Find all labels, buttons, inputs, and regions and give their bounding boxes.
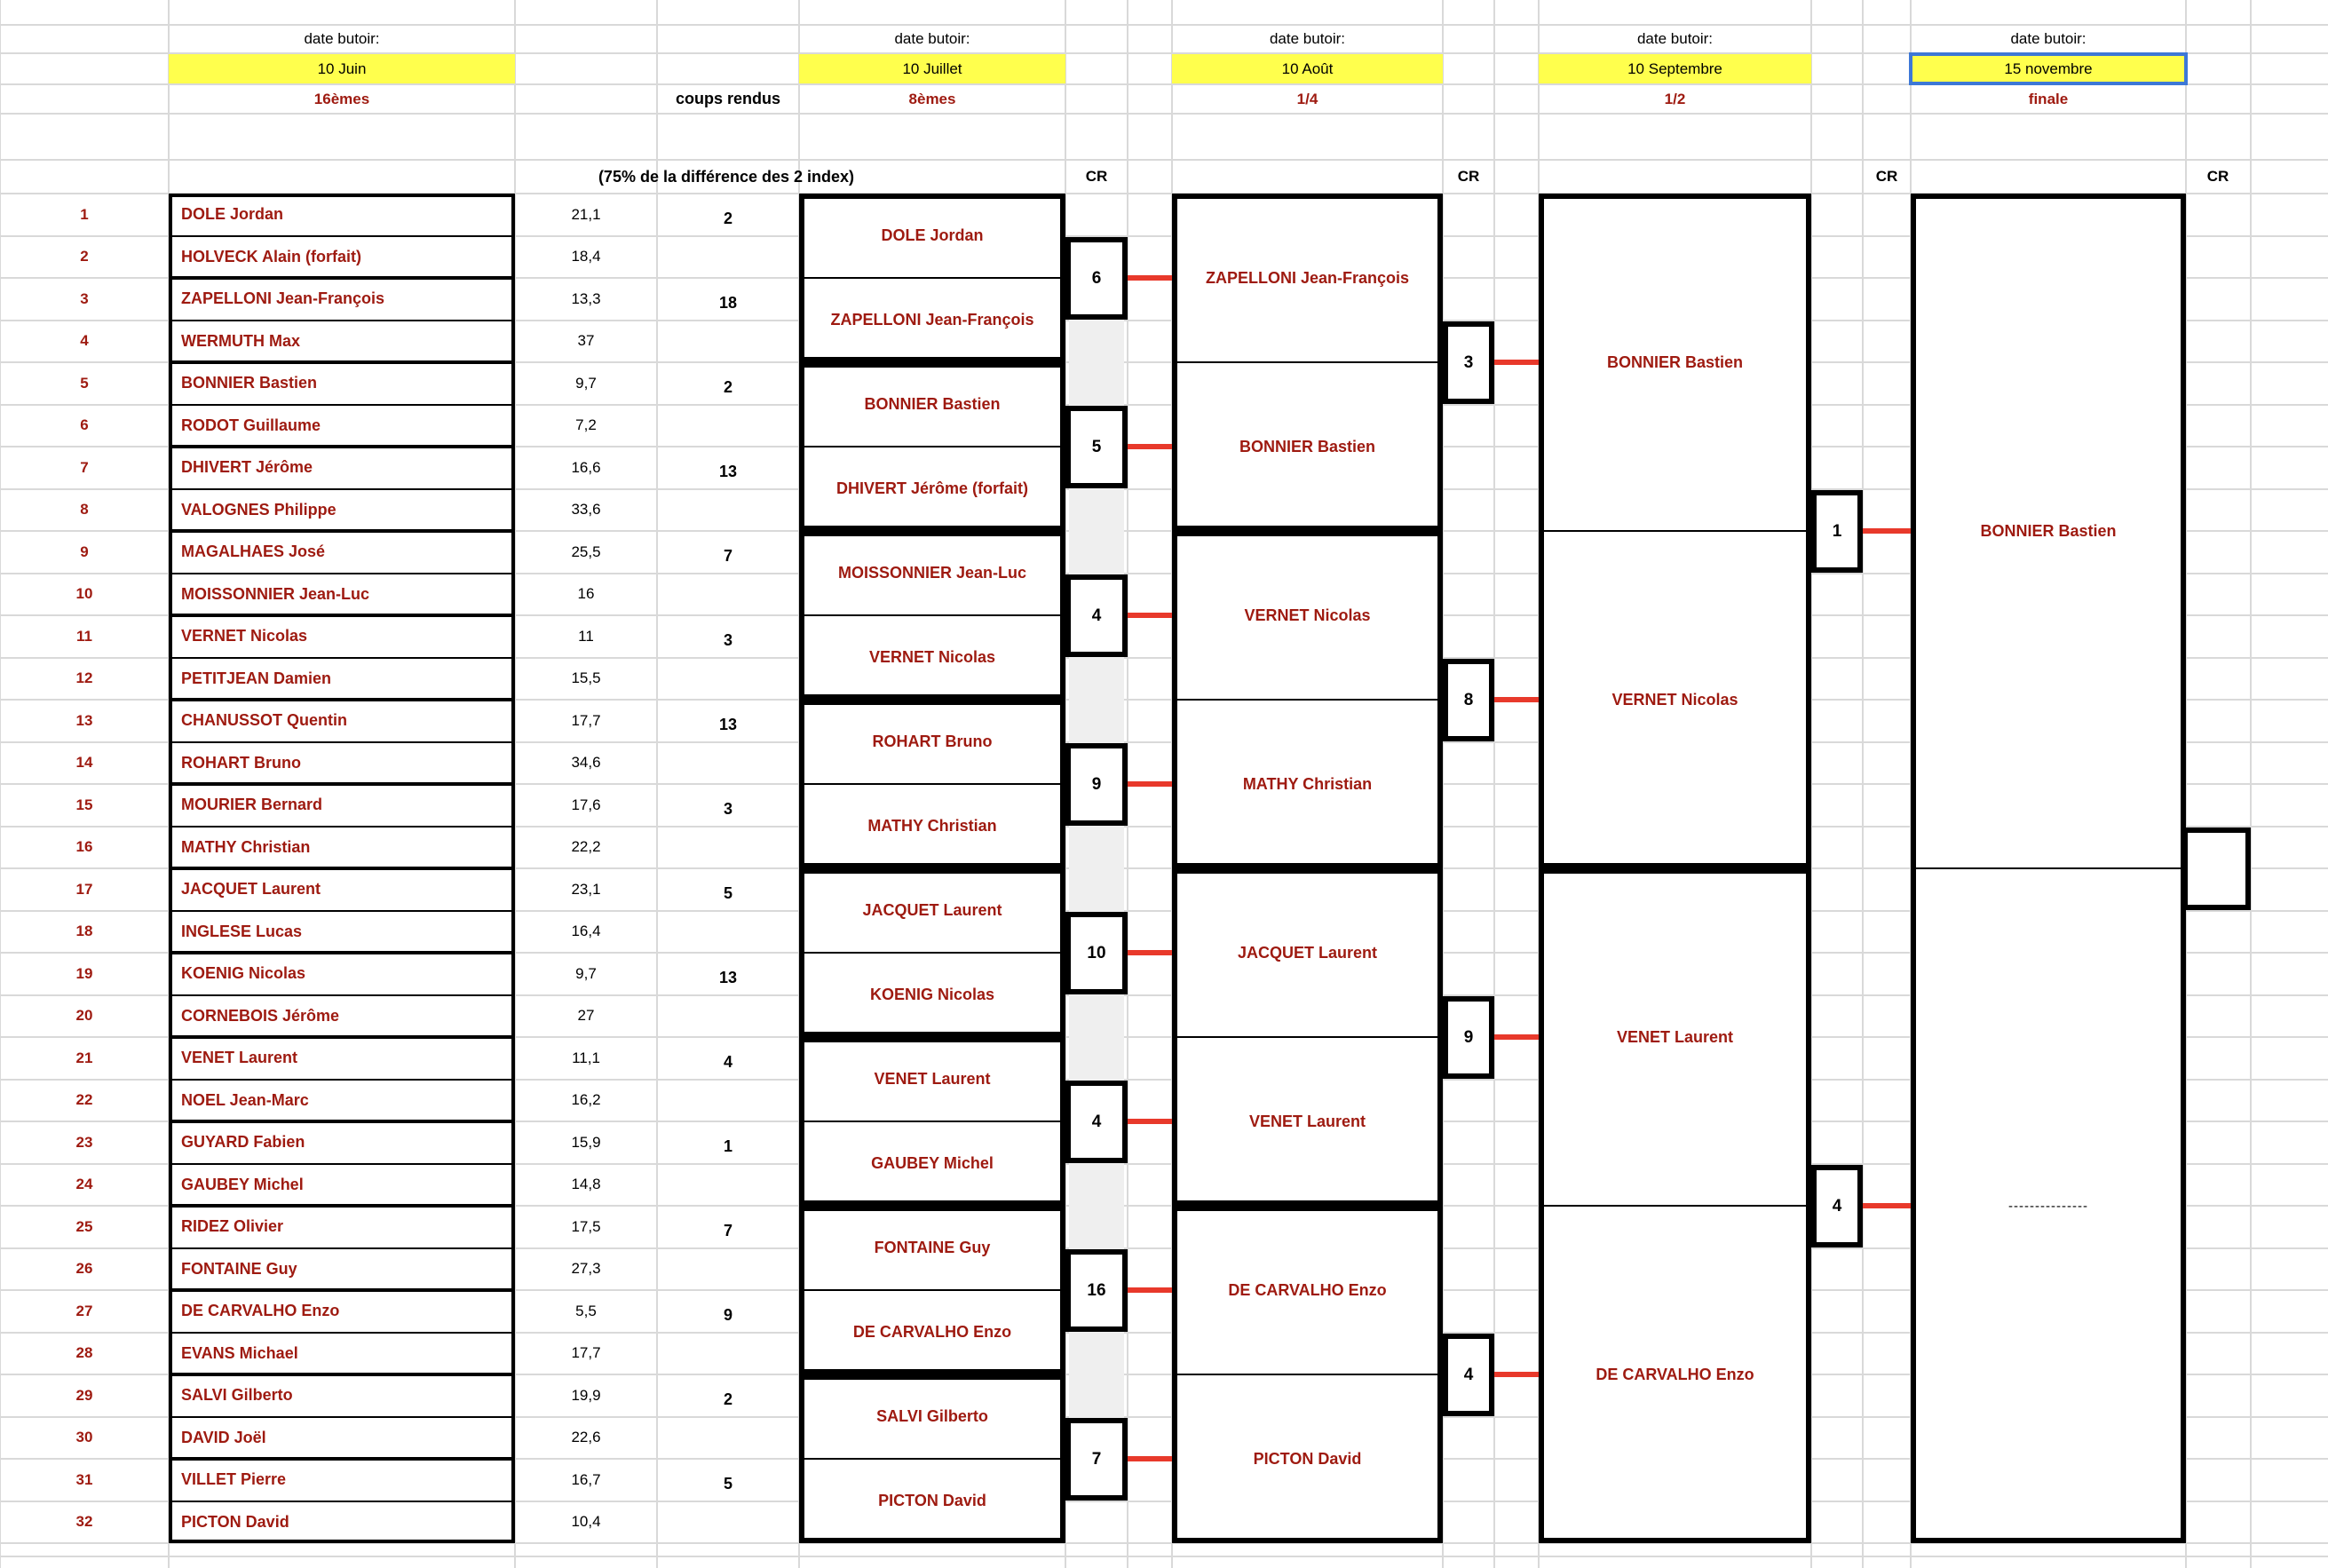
coups-rendus-value[interactable]: 18: [718, 294, 738, 313]
player-row-number[interactable]: 11: [76, 627, 92, 645]
coups-rendus-value[interactable]: 2: [723, 210, 732, 228]
player-index[interactable]: 17,6: [571, 796, 601, 813]
coups-rendus-value[interactable]: 13: [718, 969, 738, 987]
r16-player-name[interactable]: FONTAINE Guy: [874, 1239, 991, 1256]
cr-header: CR: [1085, 168, 1108, 185]
player-name[interactable]: JACQUET Laurent: [181, 880, 321, 899]
player-index[interactable]: 25,5: [571, 542, 601, 560]
player-row-number[interactable]: 7: [80, 458, 89, 476]
r16-player-name[interactable]: DOLE Jordan: [881, 226, 984, 244]
player-index[interactable]: 22,6: [571, 1429, 601, 1446]
player-index[interactable]: 27: [577, 1007, 595, 1025]
connector-line: [1863, 528, 1911, 534]
player-name[interactable]: VENET Laurent: [181, 1049, 298, 1067]
player-index[interactable]: 33,6: [571, 501, 601, 519]
player-row-number[interactable]: 16: [75, 838, 93, 856]
deadline-label: date butoir:: [304, 30, 380, 47]
connector-line: [1128, 1287, 1172, 1293]
champion-cr-box[interactable]: [2182, 828, 2251, 910]
player-name[interactable]: VERNET Nicolas: [181, 627, 308, 645]
player-row-number[interactable]: 5: [80, 374, 89, 392]
player-row-number[interactable]: 6: [80, 416, 89, 434]
final-winner-name[interactable]: BONNIER Bastien: [1980, 521, 2117, 540]
semi-player-name[interactable]: VERNET Nicolas: [1611, 690, 1738, 709]
round-label: 1/2: [1664, 90, 1686, 107]
quarter-player-name[interactable]: BONNIER Bastien: [1239, 437, 1376, 455]
connector-line: [1494, 697, 1539, 702]
player-row-number[interactable]: 32: [75, 1513, 93, 1531]
connector-line: [1863, 1203, 1911, 1208]
r16-cr-box[interactable]: 9: [1065, 743, 1128, 826]
connector-line: [1128, 444, 1172, 449]
coups-rendus-value[interactable]: 7: [723, 1222, 732, 1240]
player-index[interactable]: 15,9: [571, 1133, 601, 1151]
player-index[interactable]: 15,5: [571, 669, 601, 687]
r16-player-name[interactable]: ROHART Bruno: [872, 733, 993, 750]
connector-line: [1128, 950, 1172, 955]
round-label: 1/4: [1296, 90, 1318, 107]
r16-cr-box[interactable]: 7: [1065, 1418, 1128, 1501]
player-index[interactable]: 37: [577, 332, 595, 350]
player-name[interactable]: WERMUTH Max: [181, 331, 300, 350]
deadline-label: date butoir:: [1269, 30, 1346, 47]
r16-cr-box[interactable]: 5: [1065, 406, 1128, 488]
player-index[interactable]: 27,3: [571, 1260, 601, 1278]
deadline-date-cell[interactable]: 10 Juillet: [799, 54, 1065, 83]
semi-player-name[interactable]: BONNIER Bastien: [1606, 352, 1744, 371]
connector-line: [1128, 275, 1172, 281]
quarter-cr-box[interactable]: 8: [1443, 659, 1494, 741]
r16-player-name[interactable]: PICTON David: [878, 1492, 986, 1509]
player-name[interactable]: DHIVERT Jérôme: [181, 458, 313, 477]
player-row-number[interactable]: 23: [75, 1133, 93, 1151]
connector-line: [1494, 1034, 1539, 1040]
deadline-date-cell[interactable]: 10 Août: [1172, 54, 1443, 83]
coups-rendus-value[interactable]: 5: [723, 1475, 732, 1493]
player-index[interactable]: 21,1: [571, 205, 601, 223]
player-row-number[interactable]: 2: [80, 248, 89, 265]
coups-rendus-value[interactable]: 13: [718, 716, 738, 734]
semi-cr-box[interactable]: 4: [1811, 1165, 1863, 1247]
player-name[interactable]: KOENIG Nicolas: [181, 964, 306, 983]
quarter-player-name[interactable]: ZAPELLONI Jean-François: [1205, 268, 1410, 287]
player-row-number[interactable]: 14: [75, 754, 93, 772]
player-row-number[interactable]: 4: [80, 332, 89, 350]
index-difference-note[interactable]: (75% de la différence des 2 index): [598, 167, 855, 186]
semi-player-name[interactable]: DE CARVALHO Enzo: [1596, 1365, 1754, 1383]
r16-player-name[interactable]: BONNIER Bastien: [864, 395, 1001, 413]
player-index[interactable]: 17,7: [571, 1344, 601, 1362]
r16-player-name[interactable]: GAUBEY Michel: [871, 1154, 994, 1172]
player-name[interactable]: VALOGNES Philippe: [181, 500, 337, 519]
grid-hline: [0, 1556, 2328, 1557]
connector-line: [1128, 1119, 1172, 1124]
player-name[interactable]: MATHY Christian: [181, 837, 311, 856]
round-label: 8èmes: [908, 90, 956, 107]
player-index[interactable]: 16,7: [571, 1470, 601, 1488]
r16-player-name[interactable]: MOISSONNIER Jean-Luc: [837, 564, 1027, 582]
quarter-player-name[interactable]: MATHY Christian: [1242, 774, 1373, 793]
player-index[interactable]: 7,2: [575, 416, 597, 434]
player-name[interactable]: RIDEZ Olivier: [181, 1217, 284, 1236]
player-index[interactable]: 17,7: [571, 711, 601, 729]
connector-line: [1494, 1372, 1539, 1377]
player-name[interactable]: RODOT Guillaume: [181, 416, 321, 434]
r16-player-name[interactable]: ZAPELLONI Jean-François: [830, 311, 1034, 329]
round-label: 16èmes: [313, 90, 370, 107]
coups-rendus-value[interactable]: 5: [723, 884, 732, 903]
player-name[interactable]: MOURIER Bernard: [181, 796, 323, 814]
r16-cr-box[interactable]: 16: [1065, 1249, 1128, 1332]
semi-player-name[interactable]: VENET Laurent: [1616, 1027, 1734, 1046]
player-name[interactable]: ROHART Bruno: [181, 753, 301, 772]
deadline-date-cell[interactable]: 10 Juin: [169, 54, 515, 83]
player-name[interactable]: GAUBEY Michel: [181, 1175, 304, 1193]
connector-line: [1128, 1456, 1172, 1461]
player-row-number[interactable]: 24: [75, 1176, 93, 1193]
final-divider: [1916, 867, 2181, 869]
player-index[interactable]: 16,2: [571, 1091, 601, 1109]
player-name[interactable]: PETITJEAN Damien: [181, 669, 332, 687]
r16-player-name[interactable]: SALVI Gilberto: [876, 1407, 988, 1425]
player-name[interactable]: NOEL Jean-Marc: [181, 1090, 309, 1109]
quarter-player-name[interactable]: PICTON David: [1253, 1449, 1362, 1468]
player-name[interactable]: SALVI Gilberto: [181, 1386, 293, 1405]
connector-line: [1128, 781, 1172, 787]
player-name[interactable]: FONTAINE Guy: [181, 1259, 297, 1278]
coups-rendus-value[interactable]: 4: [723, 1053, 732, 1072]
r16-player-name[interactable]: DHIVERT Jérôme (forfait): [835, 479, 1029, 497]
player-row-number[interactable]: 20: [75, 1007, 93, 1025]
r16-cr-box[interactable]: 6: [1065, 237, 1128, 320]
quarter-cr-box[interactable]: 4: [1443, 1334, 1494, 1416]
player-index[interactable]: 19,9: [571, 1386, 601, 1404]
player-index[interactable]: 22,2: [571, 838, 601, 856]
player-row-number[interactable]: 13: [75, 711, 93, 729]
player-name[interactable]: MOISSONNIER Jean-Luc: [181, 584, 370, 603]
player-row-number[interactable]: 1: [80, 205, 89, 223]
deadline-date-cell[interactable]: 15 novembre: [1911, 54, 2186, 83]
coups-rendus-value[interactable]: 3: [723, 800, 732, 819]
player-index[interactable]: 16,4: [571, 923, 601, 940]
player-row-number[interactable]: 30: [75, 1429, 93, 1446]
player-row-number[interactable]: 29: [75, 1386, 93, 1404]
round-label: finale: [2028, 90, 2069, 107]
cr-header: CR: [2206, 168, 2229, 185]
deadline-label: date butoir:: [1636, 30, 1714, 47]
coups-rendus-value[interactable]: 1: [723, 1137, 732, 1156]
player-row-number[interactable]: 3: [80, 289, 89, 307]
player-row-number[interactable]: 31: [75, 1470, 93, 1488]
player-index[interactable]: 11,1: [572, 1049, 600, 1066]
player-row-number[interactable]: 10: [75, 585, 93, 603]
player-name[interactable]: HOLVECK Alain (forfait): [181, 247, 361, 265]
quarter-cr-box[interactable]: 3: [1443, 321, 1494, 404]
player-row-number[interactable]: 27: [75, 1302, 93, 1319]
coups-rendus-value[interactable]: 9: [723, 1306, 732, 1325]
grid-hline: [0, 159, 2328, 161]
player-index[interactable]: 13,3: [571, 289, 601, 307]
coups-rendus-value[interactable]: 13: [718, 463, 738, 481]
player-index[interactable]: 23,1: [571, 880, 601, 898]
player-name[interactable]: CHANUSSOT Quentin: [181, 711, 347, 730]
semi-cr-box[interactable]: 1: [1811, 490, 1863, 573]
player-index[interactable]: 9,7: [575, 964, 597, 982]
player-row-number[interactable]: 19: [75, 964, 93, 982]
final-runnerup-placeholder[interactable]: ---------------: [2008, 1198, 2088, 1214]
player-row-number[interactable]: 8: [80, 501, 89, 519]
r16-player-name[interactable]: MATHY Christian: [867, 817, 997, 835]
r16-player-name[interactable]: KOENIG Nicolas: [869, 986, 995, 1003]
player-row-number[interactable]: 15: [75, 796, 93, 813]
r16-player-name[interactable]: DE CARVALHO Enzo: [852, 1323, 1012, 1341]
player-row-number[interactable]: 21: [75, 1049, 93, 1066]
coups-rendus-value[interactable]: 3: [723, 631, 732, 650]
deadline-label: date butoir:: [2010, 30, 2086, 47]
player-name[interactable]: INGLESE Lucas: [181, 922, 303, 940]
r16-player-name[interactable]: VENET Laurent: [874, 1070, 991, 1088]
coups-rendus-value[interactable]: 7: [723, 547, 732, 566]
player-name[interactable]: CORNEBOIS Jérôme: [181, 1006, 340, 1025]
player-index[interactable]: 34,6: [571, 754, 601, 772]
player-name[interactable]: MAGALHAES José: [181, 542, 326, 561]
cr-header: CR: [1875, 168, 1898, 185]
player-name[interactable]: DOLE Jordan: [181, 205, 284, 224]
coups-rendus-value[interactable]: 2: [723, 378, 732, 397]
player-row-number[interactable]: 18: [75, 923, 93, 940]
quarter-player-name[interactable]: JACQUET Laurent: [1237, 943, 1378, 962]
player-index[interactable]: 17,5: [571, 1217, 601, 1235]
player-name[interactable]: EVANS Michael: [181, 1343, 298, 1362]
player-index[interactable]: 10,4: [571, 1513, 601, 1531]
r16-cr-box[interactable]: 4: [1065, 574, 1128, 657]
quarter-cr-box[interactable]: 9: [1443, 996, 1494, 1079]
player-name[interactable]: GUYARD Fabien: [181, 1133, 305, 1152]
player-row-number[interactable]: 9: [80, 542, 89, 560]
player-name[interactable]: PICTON David: [181, 1512, 289, 1531]
player-index[interactable]: 14,8: [571, 1176, 601, 1193]
deadline-label: date butoir:: [894, 30, 970, 47]
player-name[interactable]: BONNIER Bastien: [181, 374, 318, 392]
player-row-number[interactable]: 12: [75, 669, 93, 687]
cr-header: CR: [1457, 168, 1480, 185]
r16-cr-box[interactable]: 4: [1065, 1081, 1128, 1163]
player-name[interactable]: VILLET Pierre: [181, 1470, 287, 1489]
quarter-player-name[interactable]: DE CARVALHO Enzo: [1228, 1280, 1387, 1299]
connector-line: [1494, 360, 1539, 365]
player-index[interactable]: 16: [577, 585, 595, 603]
player-index[interactable]: 11: [578, 627, 594, 645]
r16-player-name[interactable]: JACQUET Laurent: [862, 901, 1002, 919]
player-index[interactable]: 18,4: [571, 248, 601, 265]
r16-player-name[interactable]: VERNET Nicolas: [868, 648, 996, 666]
player-index[interactable]: 9,7: [575, 374, 597, 392]
player-row-number[interactable]: 25: [75, 1217, 93, 1235]
quarter-player-name[interactable]: VERNET Nicolas: [1244, 606, 1371, 624]
coups-rendus-value[interactable]: 2: [723, 1390, 732, 1409]
coups-rendus-header[interactable]: coups rendus: [675, 90, 781, 107]
player-row-number[interactable]: 17: [75, 880, 93, 898]
player-name[interactable]: ZAPELLONI Jean-François: [181, 289, 385, 308]
player-name[interactable]: DE CARVALHO Enzo: [181, 1302, 340, 1320]
connector-line: [1128, 613, 1172, 618]
player-row-number[interactable]: 28: [75, 1344, 93, 1362]
player-name[interactable]: DAVID Joël: [181, 1428, 266, 1446]
deadline-date-cell[interactable]: 10 Septembre: [1539, 54, 1811, 83]
r16-cr-box[interactable]: 10: [1065, 912, 1128, 994]
player-row-number[interactable]: 26: [75, 1260, 93, 1278]
quarter-player-name[interactable]: VENET Laurent: [1248, 1112, 1366, 1130]
player-index[interactable]: 5,5: [575, 1302, 597, 1319]
player-index[interactable]: 16,6: [571, 458, 601, 476]
player-row-number[interactable]: 22: [75, 1091, 93, 1109]
